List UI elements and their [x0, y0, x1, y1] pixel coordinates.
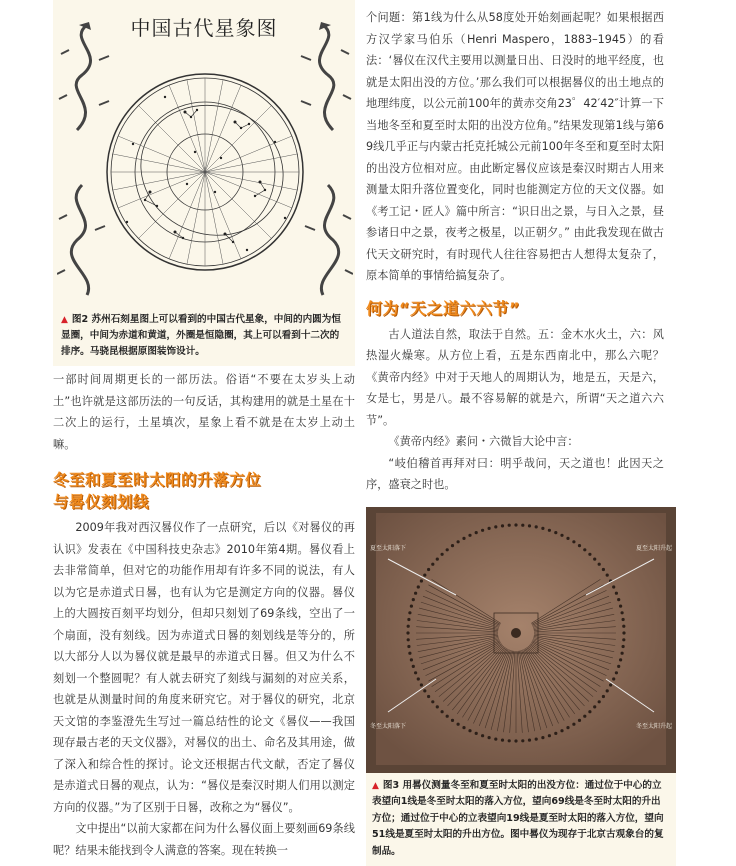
- figure-2-caption: [53, 310, 355, 366]
- paragraph: 个问题：第1线为什么从58度处开始刻画起呢？如果根据西方汉学家马伯乐（Henri Maspero，1883–1945）的看法：‘晷仪在汉代主要用以测量日出、日没时的地平经度，也就是太阳出没的方位。’那么我们可以根据晷仪的出土地点的地理纬度，以公元前100年的黄赤交角23゜42′42″计算一下当地冬至和夏至时太阳的出没方位角。”结果发现第1线与第69线几乎正与内蒙古托克托城公元前100年冬至和夏至时太阳的出没方位相对应。由此断定晷仪应该是秦汉时期古人用来测量太阳升落位置变化，同时也能测定方位的天文仪器。如《考工记・匠人》篇中所言：“识日出之景，与日入之景，昼参诸日中之景，夜考之极星，以正朝夕。” 由此我发现在做古代天文研究时，有时现代人往往容易把古人想得太复杂了，原本简单的事情给搞复杂了。: [366, 7, 664, 287]
- paragraph: 一部时间周期更长的一部历法。俗语“不要在太岁头上动土”也许就是这部历法的一句反话，其构建用的就是土星在十二次上的运行，土星填次，星象上看不就是在太岁上动土嘛。: [53, 369, 355, 455]
- figure-3-caption-text: 图3 用晷仪测量冬至和夏至时太阳的出没方位：通过位于中心的立表望向1线是冬至时太阳的落入方位，望向69线是冬至时太阳的升出方位；通过位于中心的立表望向19线是夏至时太阳的落入方位，望向51线是夏至时太阳的升出方位。图中晷仪为现存于北京古观象台的复制品。: [372, 780, 664, 857]
- figure-3: [366, 507, 676, 773]
- right-column: [366, 0, 664, 866]
- paragraph: 《黄帝内经》素问・六微旨大论中言：: [366, 431, 664, 453]
- section-heading-line: 冬至和夏至时太阳的升落方位: [53, 469, 355, 491]
- section-heading: [53, 469, 355, 513]
- caption-triangle-icon: ▲: [61, 315, 68, 325]
- left-column: [53, 0, 355, 861]
- summer-sunset-label: 夏至太阳落下: [370, 543, 406, 552]
- figure-2: [53, 0, 355, 310]
- summer-sunrise-label: 夏至太阳升起: [636, 543, 672, 552]
- winter-sunrise-label: 冬至太阳升起: [636, 721, 672, 730]
- paragraph: 2009年我对西汉晷仪作了一点研究，后以《对晷仪的再认识》发表在《中国科技史杂志》2010年第4期。晷仪看上去非常简单，但对它的功能作用却有许多不同的说法，有人以为它是赤道式日晷，也有认为它是测定方向的仪器。晷仪上的大圆按百刻平均划分，但却只刻划了69条线，空出了一个扇面，没有刻线。因为赤道式日晷的刻划线是等分的，所以大部分人以为晷仪就是最早的赤道式日晷。但又为什么不刻划一个整圆呢？有人就去研究了刻线与漏刻的对应关系，也就是从测量时间的角度来研究它。对于晷仪的研究，北京天文馆的李鉴澄先生写过一篇总结性的论文《晷仪——我国现存最古老的天文仪器》，对晷仪的出土、命名及其用途，做了深入和综合性的探讨。论文还根据古代文献，否定了晷仪是赤道式日晷的观点，认为：“晷仪是秦汉时期人们用以测定方向的仪器。”为了区别于日晷，改称之为“晷仪”。: [53, 517, 355, 818]
- winter-sunset-label: 冬至太阳落下: [370, 721, 406, 730]
- paragraph: 文中提出“以前大家都在问为什么晷仪面上要刻画69条线呢？结果未能找到令人满意的答案。现在转换一: [53, 818, 355, 861]
- figure-2-title: 中国古代星象图: [53, 12, 355, 41]
- section-heading-line: 与晷仪刻划线: [53, 491, 355, 513]
- figure-2-caption-text: 图2 苏州石刻星图上可以看到的中国古代星象，中间的内圆为恒显圈，中间为赤道和黄道，外圈是恒隐圈，其上可以看到十二次的排序。马骁昆根据原图装饰设计。: [61, 314, 341, 357]
- sundial-photo-illustration: [366, 507, 676, 773]
- caption-triangle-icon: ▲: [372, 781, 379, 791]
- star-map-illustration: [105, 38, 305, 306]
- section-heading: 何为“天之道六六节”: [366, 298, 664, 320]
- paragraph: “岐伯稽首再拜对曰：明乎哉问，天之道也！此因天之序，盛衰之时也。: [366, 453, 664, 496]
- paragraph: 古人道法自然，取法于自然。五：金木水火土，六：风热湿火燥寒。从方位上看，五是东西南北中，那么六呢？《黄帝内经》中对于天地人的周期认为，地是五，天是六，女是七，男是八。最不容易解的就是六，所谓“天之道六六节”。: [366, 324, 664, 432]
